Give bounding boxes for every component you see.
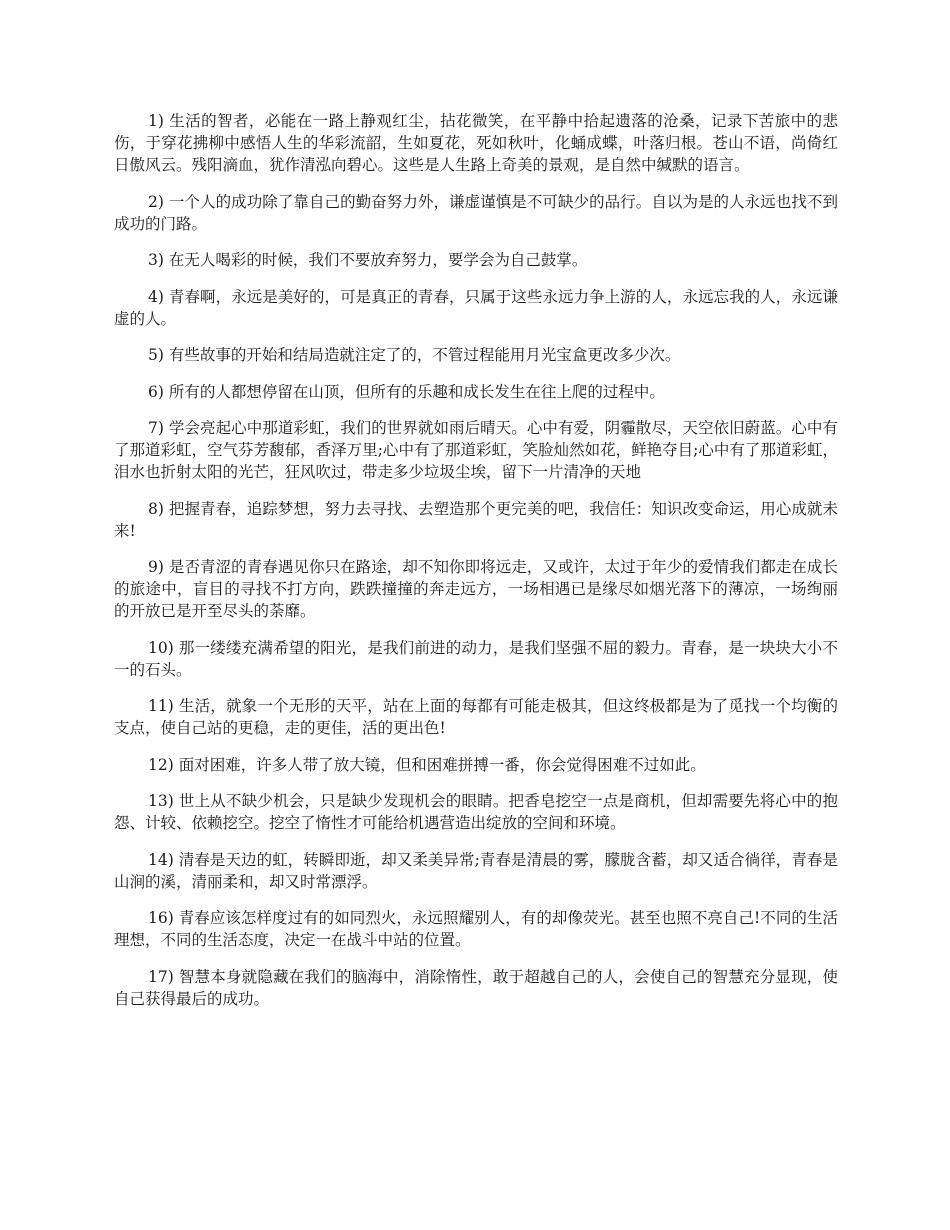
paragraph: 6) 所有的人都想停留在山顶，但所有的乐趣和成长发生在往上爬的过程中。 <box>148 382 665 401</box>
paragraph: 8) 把握青春，追踪梦想，努力去寻找、去塑造那个更完美的吧，我信任：知识改变命运，用心成就未来! <box>114 499 838 540</box>
paragraph: 10) 那一缕缕充满希望的阳光，是我们前进的动力，是我们坚强不屈的毅力。青春，是一块块大小不一的石头。 <box>114 638 838 679</box>
paragraph: 3) 在无人喝彩的时候，我们不要放弃努力，要学会为自己鼓掌。 <box>148 251 588 269</box>
paragraph: 9) 是否青涩的青春遇见你只在路途，却不知你即将远走，又或许，太过于年少的爱情我们都走在成长的旅途中，盲目的寻找不打方向，跌跌撞撞的奔走远方，一场相遇已是缘尽如烟光落下的薄凉，一场绚丽的开放已是开至尽头的荼靡。 <box>114 558 838 620</box>
paragraph: 4) 青春啊，永远是美好的，可是真正的青春，只属于这些永远力争上游的人，永远忘我的人，永远谦虚的人。 <box>114 287 838 328</box>
paragraph: 11) 生活，就象一个无形的天平，站在上面的每都有可能走极其，但这终极都是为了觅找一个均衡的支点，使自己站的更稳，走的更佳，活的更出色! <box>114 697 838 737</box>
paragraph: 13) 世上从不缺少机会，只是缺少发现机会的眼睛。把香皂挖空一点是商机，但却需要先将心中的抱怨、计较、依赖挖空。挖空了惰性才可能给机遇营造出绽放的空间和环境。 <box>114 792 838 832</box>
paragraph: 14) 清春是天边的虹，转瞬即逝，却又柔美异常;青春是清晨的雾，朦胧含蓄，却又适合徜徉，青春是山涧的溪，清丽柔和，却又时常漂浮。 <box>114 850 838 891</box>
paragraph: 17) 智慧本身就隐藏在我们的脑海中，消除惰性，敢于超越自己的人，会使自己的智慧充分显现，使自己获得最后的成功。 <box>114 967 838 1008</box>
paragraph: 1) 生活的智者，必能在一路上静观红尘，拈花微笑，在平静中拾起遗落的沧桑，记录下苦旅中的悲伤，于穿花拂柳中感悟人生的华彩流韶，生如夏花，死如秋叶，化蛹成蝶，叶落归根。苍山不语，尚倚红日傲风云。残阳滴血，犹作清泓向碧心。这些是人生路上奇美的景观，是自然中缄默的语言。 <box>114 112 838 174</box>
paragraph: 16) 青春应该怎样度过有的如同烈火，永远照耀别人，有的却像荧光。甚至也照不亮自己!不同的生活理想，不同的生活态度，决定一在战斗中站的位置。 <box>114 909 838 949</box>
paragraph: 12) 面对困难，许多人带了放大镜，但和困难拼搏一番，你会觉得困难不过如此。 <box>148 755 706 774</box>
document-body <box>114 110 838 1024</box>
paragraph: 5) 有些故事的开始和结局造就注定了的，不管过程能用月光宝盒更改多少次。 <box>148 346 681 364</box>
paragraph: 2) 一个人的成功除了靠自己的勤奋努力外，谦虚谨慎是不可缺少的品行。自以为是的人永远也找不到成功的门路。 <box>114 192 838 233</box>
paragraph: 7) 学会亮起心中那道彩虹，我们的世界就如雨后晴天。心中有爱，阴霾散尽，天空依旧蔚蓝。心中有了那道彩虹，空气芬芳馥郁，香泽万里;心中有了那道彩虹，笑脸灿然如花，鲜艳夺目;心中有了那道彩虹，泪水也折射太阳的光芒，狂风吹过，带走多少垃圾尘埃，留下一片清净的天地 <box>114 419 838 481</box>
